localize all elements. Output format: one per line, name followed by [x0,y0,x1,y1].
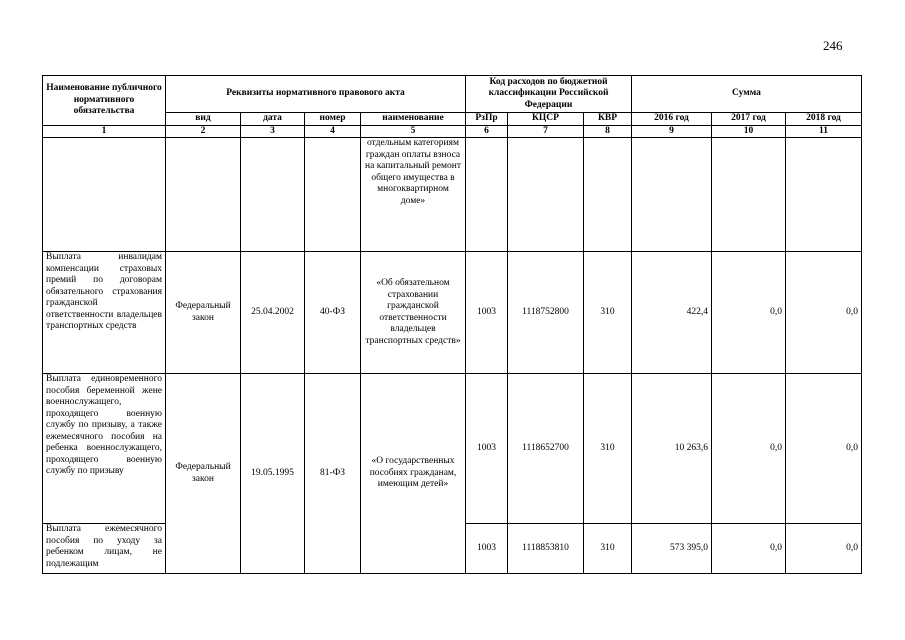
header-date: дата [241,113,305,126]
header-kvr: КВР [584,113,632,126]
act-number: 81-ФЗ [305,374,361,574]
sum-2016: 10 263,6 [632,374,712,524]
col-num-3: 3 [241,125,305,138]
kvr-code: 310 [584,524,632,574]
act-date: 19.05.1995 [241,374,305,574]
header-sum: Сумма [632,76,862,113]
col-num-7: 7 [508,125,584,138]
sum-2018: 0,0 [786,252,862,374]
rzpr-code: 1003 [466,374,508,524]
sum-2018: 0,0 [786,524,862,574]
act-number: 40-ФЗ [305,252,361,374]
column-numbers-row [43,125,862,138]
col-num-10: 10 [712,125,786,138]
header-kind: вид [166,113,241,126]
header-name: наименование [361,113,466,126]
col-num-1: 1 [43,125,166,138]
kcsr-code: 1118652700 [508,374,584,524]
act-kind: Федеральный закон [166,374,241,574]
col-num-8: 8 [584,125,632,138]
col-num-9: 9 [632,125,712,138]
act-kind: Федеральный закон [166,252,241,374]
sum-2017: 0,0 [712,524,786,574]
sum-2017: 0,0 [712,374,786,524]
act-name: «О государственных пособиях гражданам, имеющим детей» [361,374,466,574]
header-act-details: Реквизиты нормативного правового акта [166,76,466,113]
sum-2016: 422,4 [632,252,712,374]
col-num-6: 6 [466,125,508,138]
table-row [43,374,862,524]
header-row-1 [43,76,862,113]
header-rzpr: РзПр [466,113,508,126]
header-2018: 2018 год [786,113,862,126]
col-num-5: 5 [361,125,466,138]
sum-2018: 0,0 [786,374,862,524]
header-obligation: Наименование публичного нормативного обязательства [43,76,166,126]
obligation-name: Выплата единовременного пособия беременной жене военнослужащего, проходящего военную службу по призыву, а также ежемесячного пособия на ребенка военнослужащего, проходящего военную службу по призыву [43,374,166,524]
obligation-name: Выплата ежемесячного пособия по уходу за ребенком лицам, не подлежащим [43,524,166,574]
col-num-2: 2 [166,125,241,138]
header-row-2 [43,113,862,126]
header-2016: 2016 год [632,113,712,126]
act-date: 25.04.2002 [241,252,305,374]
col-num-11: 11 [786,125,862,138]
table-row [43,138,862,252]
kvr-code: 310 [584,374,632,524]
act-name: отдельным категориям граждан оплаты взноса на капитальный ремонт общего имущества в многоквартирном доме» [361,138,466,252]
header-2017: 2017 год [712,113,786,126]
rzpr-code: 1003 [466,524,508,574]
budget-table [42,75,862,574]
sum-2016: 573 395,0 [632,524,712,574]
page-number: 246 [823,38,843,53]
rzpr-code: 1003 [466,252,508,374]
kvr-code: 310 [584,252,632,374]
kcsr-code: 1118853810 [508,524,584,574]
obligation-name: Выплата инвалидам компенсации страховых премий по договорам обязательного страхования гражданской ответственности владельцев транспортных средств [43,252,166,374]
header-kcsr: КЦСР [508,113,584,126]
header-number: номер [305,113,361,126]
col-num-4: 4 [305,125,361,138]
header-budget-code: Код расходов по бюджетной классификации Российской Федерации [466,76,632,113]
kcsr-code: 1118752800 [508,252,584,374]
table-row [43,252,862,374]
act-name: «Об обязательном страховании гражданской ответственности владельцев транспортных средств» [361,252,466,374]
sum-2017: 0,0 [712,252,786,374]
